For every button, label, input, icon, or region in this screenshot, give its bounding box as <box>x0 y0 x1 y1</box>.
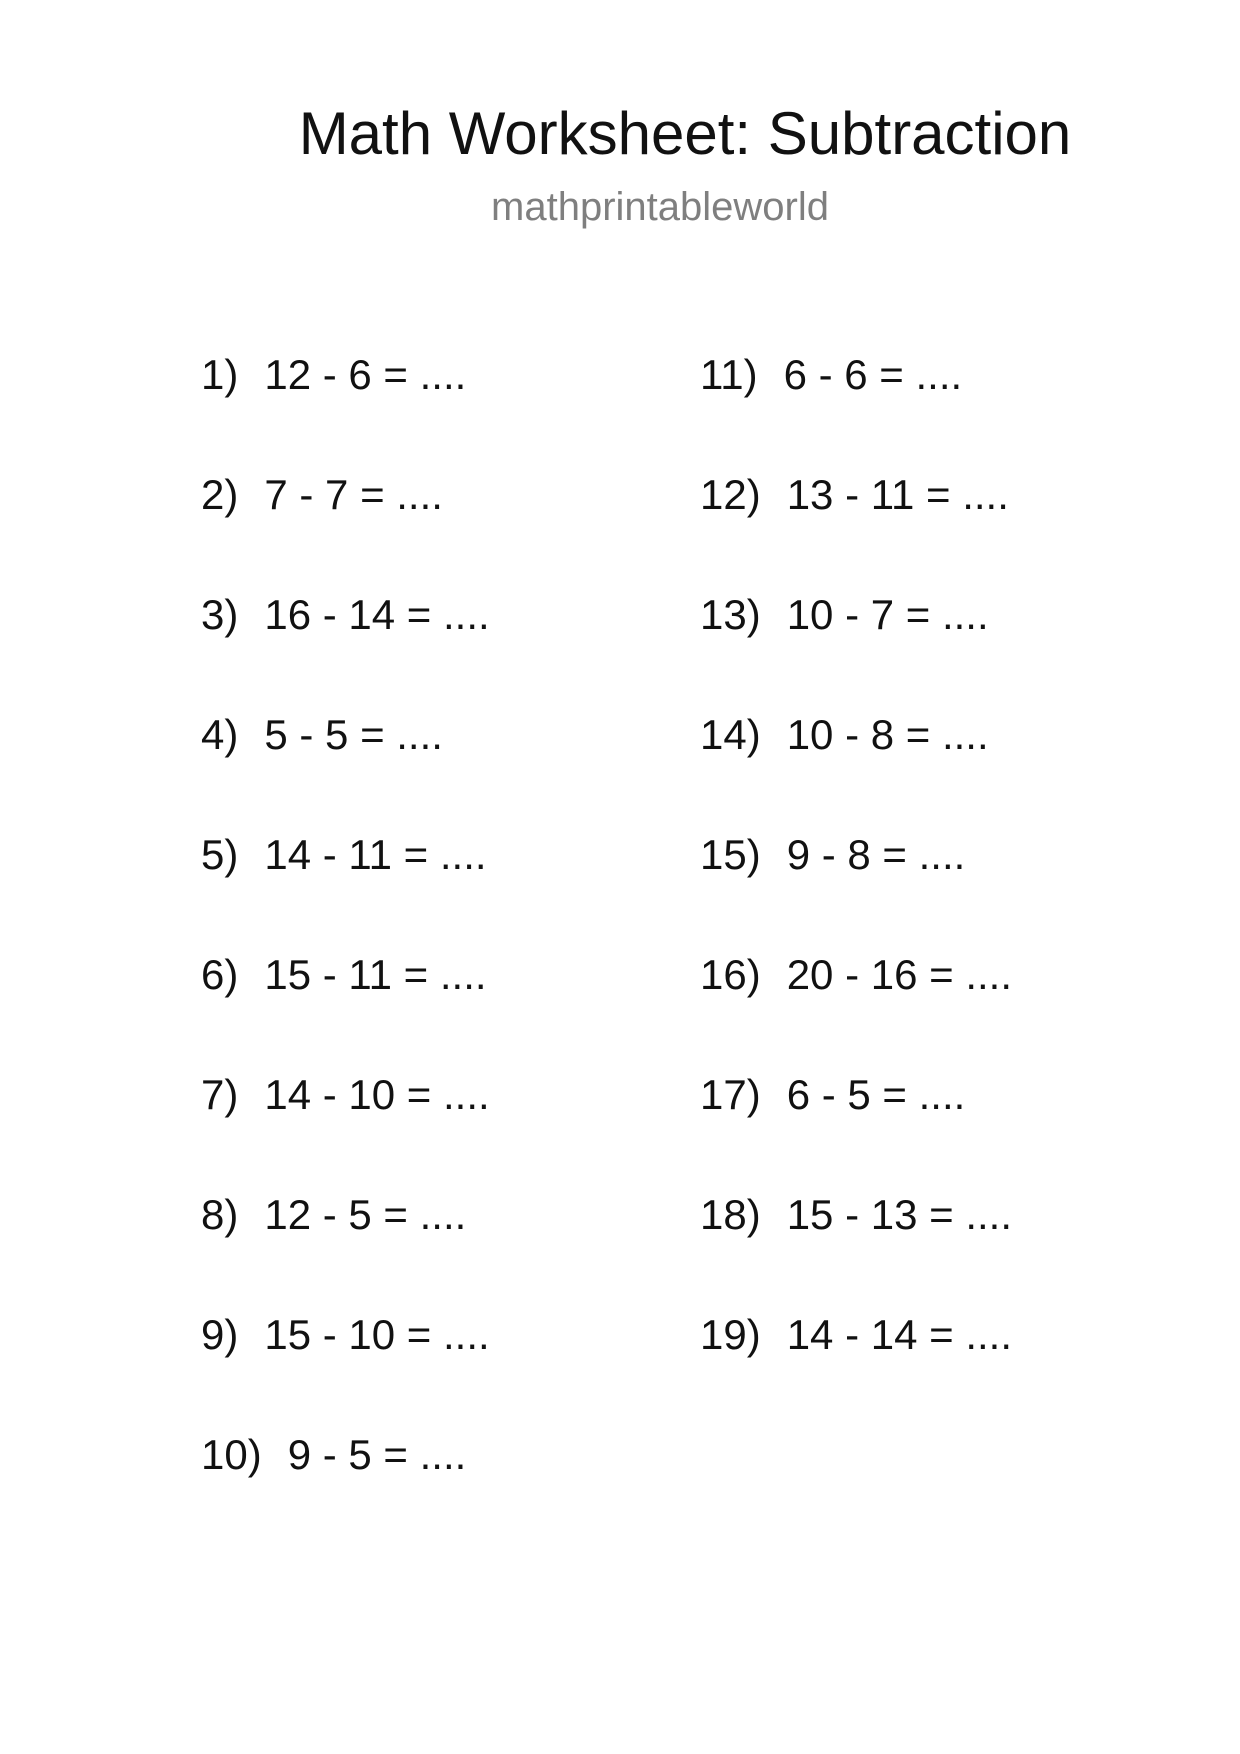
problem-number: 14) <box>700 711 761 758</box>
problem-number: 15) <box>700 831 761 878</box>
problem-expression: 16 - 14 = .... <box>264 591 490 638</box>
problems-left-column <box>201 350 661 1550</box>
problem-expression: 10 - 8 = .... <box>786 711 989 758</box>
problem-expression: 12 - 6 = .... <box>264 351 467 398</box>
problem-item <box>201 710 661 830</box>
worksheet-title: Math Worksheet: Subtraction <box>298 100 1072 167</box>
problem-expression: 10 - 7 = .... <box>786 591 989 638</box>
problem-expression: 7 - 7 = .... <box>264 471 443 518</box>
problems-right-column <box>700 350 1160 1430</box>
problem-item <box>201 1190 661 1310</box>
problem-expression: 9 - 5 = .... <box>287 1431 467 1478</box>
problem-expression: 14 - 10 = .... <box>264 1071 490 1118</box>
problem-item <box>700 1190 1160 1310</box>
worksheet-subtitle: mathprintableworld <box>491 185 829 229</box>
problem-item <box>700 1070 1160 1190</box>
problem-number: 6) <box>201 951 239 998</box>
problem-expression: 14 - 11 = .... <box>264 831 487 878</box>
problem-item <box>201 950 661 1070</box>
problem-expression: 9 - 8 = .... <box>786 831 966 878</box>
problem-number: 3) <box>201 591 239 638</box>
problem-number: 17) <box>700 1071 761 1118</box>
problem-number: 5) <box>201 831 239 878</box>
problem-expression: 5 - 5 = .... <box>264 711 443 758</box>
problem-item <box>201 830 661 950</box>
problem-expression: 20 - 16 = .... <box>786 951 1013 998</box>
problem-item <box>201 1310 661 1430</box>
problem-number: 10) <box>201 1431 262 1478</box>
problem-expression: 15 - 11 = .... <box>264 951 487 998</box>
problem-item <box>201 1070 661 1190</box>
problem-expression: 14 - 14 = .... <box>786 1311 1013 1358</box>
problem-expression: 15 - 13 = .... <box>786 1191 1013 1238</box>
problem-expression: 6 - 5 = .... <box>786 1071 966 1118</box>
problem-item <box>700 470 1160 590</box>
problem-number: 8) <box>201 1191 239 1238</box>
problem-number: 19) <box>700 1311 761 1358</box>
problem-number: 9) <box>201 1311 239 1358</box>
problem-item <box>700 590 1160 710</box>
problem-number: 12) <box>700 471 761 518</box>
problem-item <box>201 350 661 470</box>
problem-number: 4) <box>201 711 239 758</box>
problem-item <box>700 350 1160 470</box>
problem-expression: 13 - 11 = .... <box>786 471 1009 518</box>
problem-item <box>700 830 1160 950</box>
problem-expression: 6 - 6 = .... <box>783 351 963 398</box>
problem-item <box>201 590 661 710</box>
problem-number: 1) <box>201 351 239 398</box>
problem-expression: 12 - 5 = .... <box>264 1191 467 1238</box>
problem-item <box>201 470 661 590</box>
problem-item <box>201 1430 661 1550</box>
problem-number: 18) <box>700 1191 761 1238</box>
problem-item <box>700 1310 1160 1430</box>
problem-expression: 15 - 10 = .... <box>264 1311 490 1358</box>
problem-number: 11) <box>700 351 758 398</box>
problem-item <box>700 950 1160 1070</box>
problem-number: 13) <box>700 591 761 638</box>
problem-item <box>700 710 1160 830</box>
problem-number: 2) <box>201 471 239 518</box>
problem-number: 7) <box>201 1071 239 1118</box>
problem-number: 16) <box>700 951 761 998</box>
